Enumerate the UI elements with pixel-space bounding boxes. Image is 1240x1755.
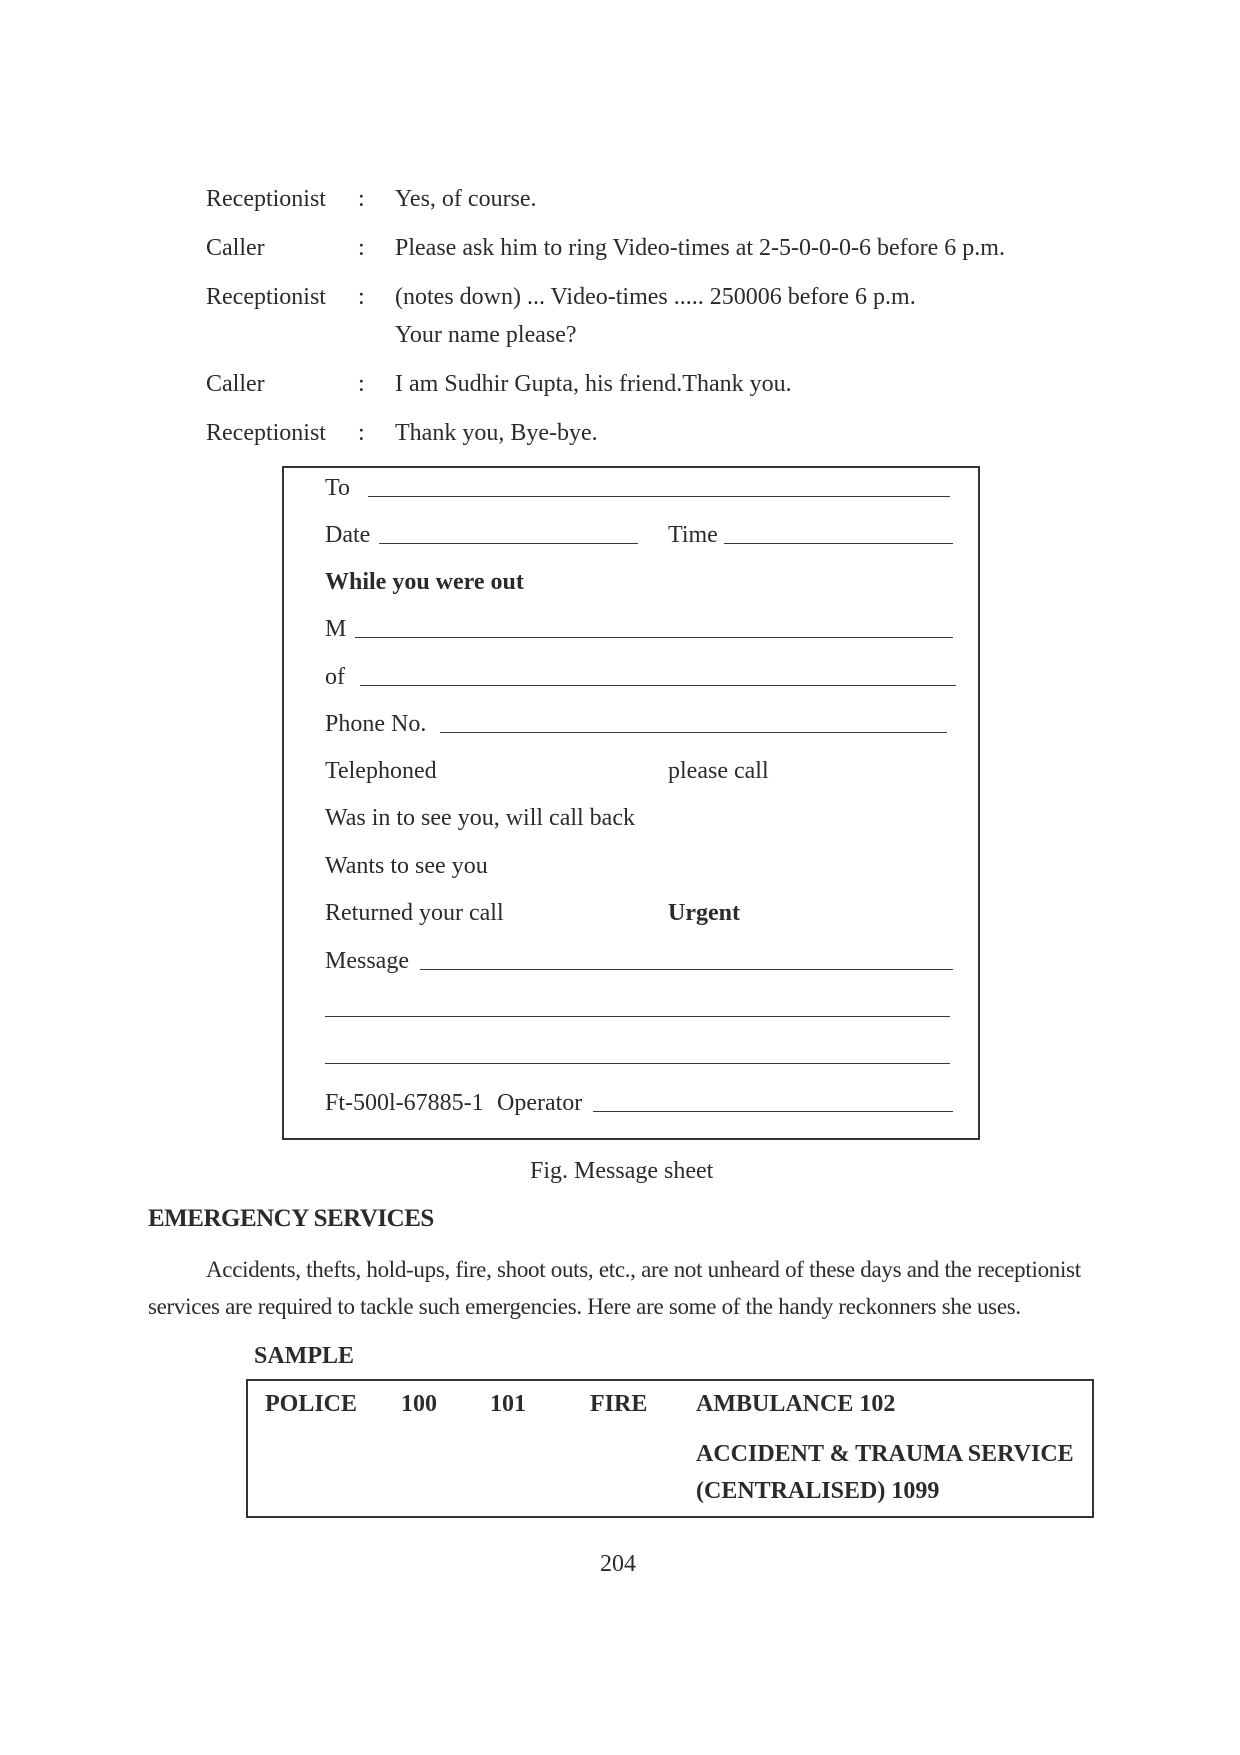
trauma-service-label: ACCIDENT & TRAUMA SERVICE <box>696 1441 1074 1467</box>
speaker-label: Receptionist <box>206 186 326 212</box>
dialogue-text: Please ask him to ring Video-times at 2-5-0-0-0-6 before 6 p.m. <box>395 235 1005 261</box>
please-call-label: please call <box>668 758 769 784</box>
m-field-line <box>355 637 953 638</box>
dialogue-text: (notes down) ... Video-times ..... 250006 before 6 p.m. <box>395 284 916 310</box>
wants-label: Wants to see you <box>325 853 488 879</box>
number-101: 101 <box>490 1391 526 1417</box>
phone-field-line <box>440 732 947 733</box>
colon: : <box>358 186 365 212</box>
ambulance-label: AMBULANCE 102 <box>696 1391 896 1417</box>
fire-label: FIRE <box>590 1391 648 1417</box>
speaker-label: Receptionist <box>206 420 326 446</box>
speaker-label: Caller <box>206 371 265 397</box>
date-label: Date <box>325 522 371 548</box>
was-in-label: Was in to see you, will call back <box>325 805 635 831</box>
speaker-label: Receptionist <box>206 284 326 310</box>
figure-caption: Fig. Message sheet <box>530 1158 714 1184</box>
number-100: 100 <box>401 1391 437 1417</box>
colon: : <box>358 284 365 310</box>
operator-label: Operator <box>497 1090 583 1116</box>
page-number: 204 <box>600 1551 636 1577</box>
message-field-line <box>420 969 953 970</box>
while-out-heading: While you were out <box>325 569 524 595</box>
to-field-line <box>368 496 950 497</box>
of-field-line <box>360 685 956 686</box>
to-label: To <box>325 475 350 501</box>
dialogue-text: I am Sudhir Gupta, his friend.Thank you. <box>395 371 792 397</box>
paragraph-line: Accidents, thefts, hold-ups, fire, shoot outs, etc., are not unheard of these days and the receptionist <box>206 1257 1081 1282</box>
time-field-line <box>724 543 953 544</box>
colon: : <box>358 420 365 446</box>
returned-label: Returned your call <box>325 900 504 926</box>
dialogue-text: Your name please? <box>395 322 577 348</box>
paragraph-line: services are required to tackle such emergencies. Here are some of the handy reckonners she uses. <box>148 1294 1021 1319</box>
telephoned-label: Telephoned <box>325 758 437 784</box>
police-label: POLICE <box>265 1391 358 1417</box>
trauma-service-number: (CENTRALISED) 1099 <box>696 1478 940 1504</box>
m-label: M <box>325 616 347 642</box>
operator-field-line <box>593 1111 953 1112</box>
dialogue-text: Thank you, Bye-bye. <box>395 420 598 446</box>
message-label: Message <box>325 948 409 974</box>
colon: : <box>358 371 365 397</box>
form-code: Ft-500l-67885-1 <box>325 1090 484 1116</box>
message-field-line <box>325 1016 950 1017</box>
date-field-line <box>379 543 638 544</box>
message-field-line <box>325 1063 950 1064</box>
dialogue-text: Yes, of course. <box>395 186 537 212</box>
time-label: Time <box>668 522 718 548</box>
phone-label: Phone No. <box>325 711 427 737</box>
urgent-label: Urgent <box>668 900 740 926</box>
of-label: of <box>325 664 345 690</box>
sample-label: SAMPLE <box>254 1343 355 1369</box>
speaker-label: Caller <box>206 235 265 261</box>
colon: : <box>358 235 365 261</box>
section-heading: EMERGENCY SERVICES <box>148 1205 434 1232</box>
